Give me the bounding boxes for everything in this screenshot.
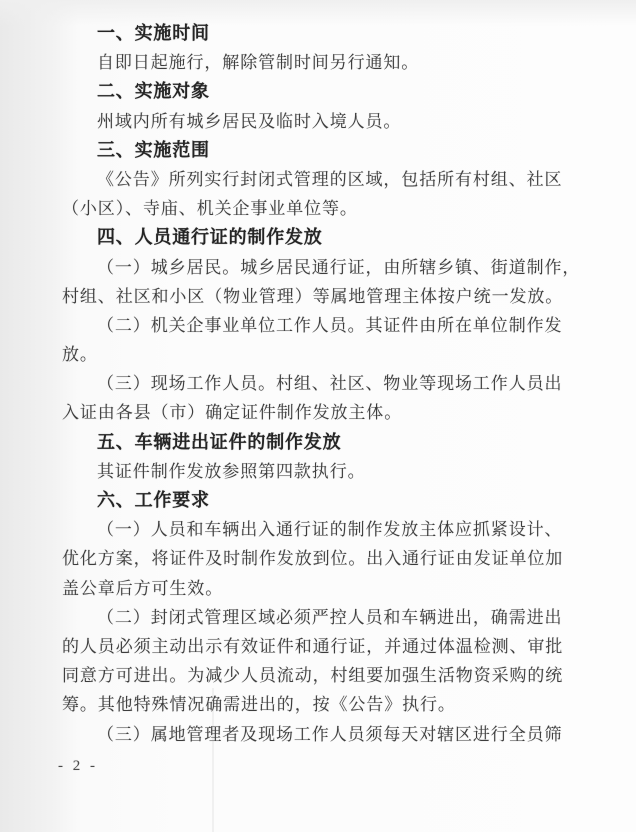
document-line: 优化方案，将证件及时制作发放到位。出入通行证由发证单位加 (62, 549, 564, 569)
document-line: 同意方可进出。为减少人员流动，村组要加强生活物资采购的统 (62, 666, 564, 686)
document-line: 盖公章后方可生效。 (62, 578, 224, 598)
document-line: 入证由各县（市）确定证件制作发放主体。 (62, 403, 403, 423)
scan-fold-artifact (212, 688, 214, 832)
document-line: 筹。其他特殊情况确需进出的，按《公告》执行。 (62, 695, 456, 715)
document-line: （一）城乡居民。城乡居民通行证，由所辖乡镇、街道制作， (97, 257, 581, 277)
section-heading: 一、实施时间 (97, 23, 210, 43)
document-line: （二）机关企事业单位工作人员。其证件由所在单位制作发 (97, 315, 563, 335)
document-line: 《公告》所列实行封闭式管理的区域，包括所有村组、社区 (97, 169, 563, 189)
document-line: 自即日起施行，解除管制时间另行通知。 (97, 53, 420, 73)
section-heading: 四、人员通行证的制作发放 (97, 227, 323, 248)
document-line: 其证件制作发放参照第四款执行。 (97, 461, 366, 481)
section-heading: 六、工作要求 (97, 490, 210, 510)
section-heading: 二、实施对象 (97, 81, 210, 102)
document-line: 村组、社区和小区（物业管理）等属地管理主体按户统一发放。 (62, 286, 564, 306)
document-line: 的人员必须主动出示有效证件和通行证，并通过体温检测、审批 (62, 636, 564, 656)
document-line: 州域内所有城乡居民及临时入境人员。 (97, 111, 402, 131)
section-heading: 三、实施范围 (97, 139, 210, 160)
document-line: （小区）、寺庙、机关企事业单位等。 (62, 199, 358, 219)
document-lines (62, 19, 581, 749)
document-line: （一）人员和车辆出入通行证的制作发放主体应抓紧设计、 (97, 520, 563, 540)
document-line: （三）现场工作人员。村组、社区、物业等现场工作人员出 (97, 374, 563, 394)
section-heading: 五、车辆进出证件的制作发放 (97, 431, 342, 452)
page-number: - 2 - (58, 758, 98, 774)
document-line: （三）属地管理者及现场工作人员须每天对辖区进行全员筛 (97, 724, 563, 744)
document-line: 放。 (62, 345, 98, 365)
document-line: （二）封闭式管理区域必须严控人员和车辆进出，确需进出 (97, 607, 563, 627)
